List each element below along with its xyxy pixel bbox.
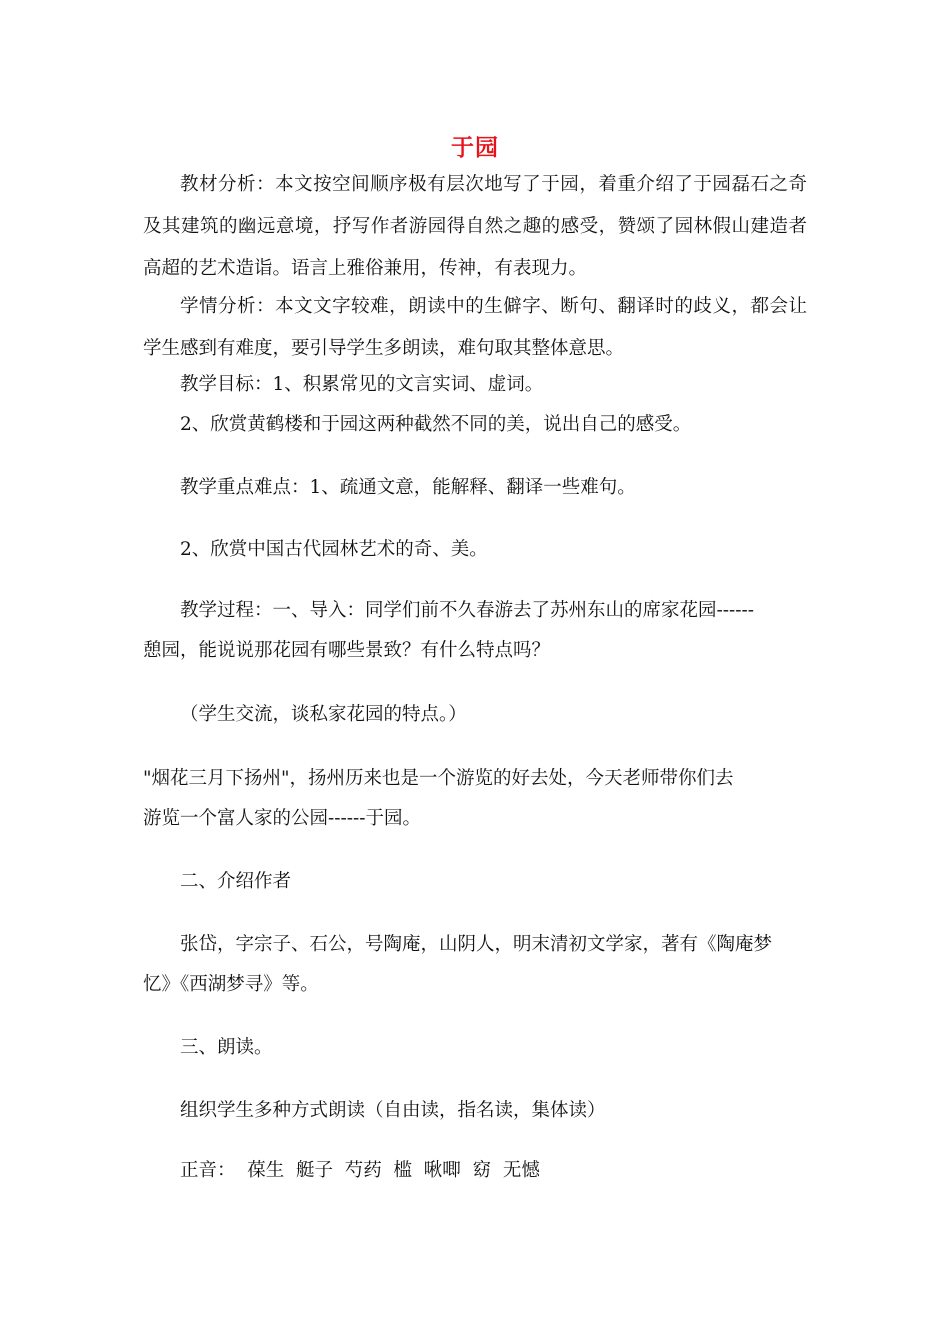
document-title: 于园	[451, 134, 499, 161]
yangzhou-line-1: "烟花三月下扬州"，扬州历来也是一个游览的好去处，今天老师带你们去	[143, 768, 734, 789]
section-2-heading: 二、介绍作者	[180, 871, 292, 892]
author-intro-line-1: 张岱，字宗子、石公，号陶庵，山阴人，明末清初文学家，著有《陶庵梦	[180, 934, 773, 955]
pronunciation-line: 正音： 葆生 艇子 芍药 槛 啾唧 窈 无憾	[180, 1160, 540, 1181]
teaching-goal-2: 2、欣赏黄鹤楼和于园这两种截然不同的美，说出自己的感受。	[180, 414, 692, 435]
teaching-process-line-2: 憩园，能说说那花园有哪些景致？有什么特点吗？	[143, 640, 551, 661]
key-difficulty-2: 2、欣赏中国古代园林艺术的奇、美。	[180, 539, 488, 560]
teaching-goal-1: 教学目标：1、积累常见的文言实词、虚词。	[180, 374, 544, 395]
key-difficulty-1: 教学重点难点：1、疏通文意，能解释、翻译一些难句。	[180, 477, 636, 498]
author-intro-line-2: 忆》《西湖梦寻》等。	[143, 974, 319, 995]
yangzhou-line-2: 游览一个富人家的公园------于园。	[143, 808, 422, 829]
student-analysis-paragraph: 学情分析：本文文字较难，朗读中的生僻字、断句、翻译时的歧义，都会让学生感到有难度，要引导学生多朗读，难句取其整体意思。	[143, 296, 807, 359]
teaching-process-line-1: 教学过程：一、导入：同学们前不久春游去了苏州东山的席家花园------	[180, 600, 755, 621]
section-3-heading: 三、朗读。	[180, 1037, 273, 1058]
reading-method-line: 组织学生多种方式朗读（自由读，指名读，集体读）	[180, 1100, 606, 1121]
textbook-analysis-paragraph: 教材分析：本文按空间顺序极有层次地写了于园，着重介绍了于园磊石之奇及其建筑的幽远意境，抒写作者游园得自然之趣的感受，赞颂了园林假山建造者高超的艺术造诣。语言上雅俗兼用，传神，有表现力。	[143, 174, 807, 279]
student-exchange-note: （学生交流，谈私家花园的特点。）	[180, 704, 467, 725]
